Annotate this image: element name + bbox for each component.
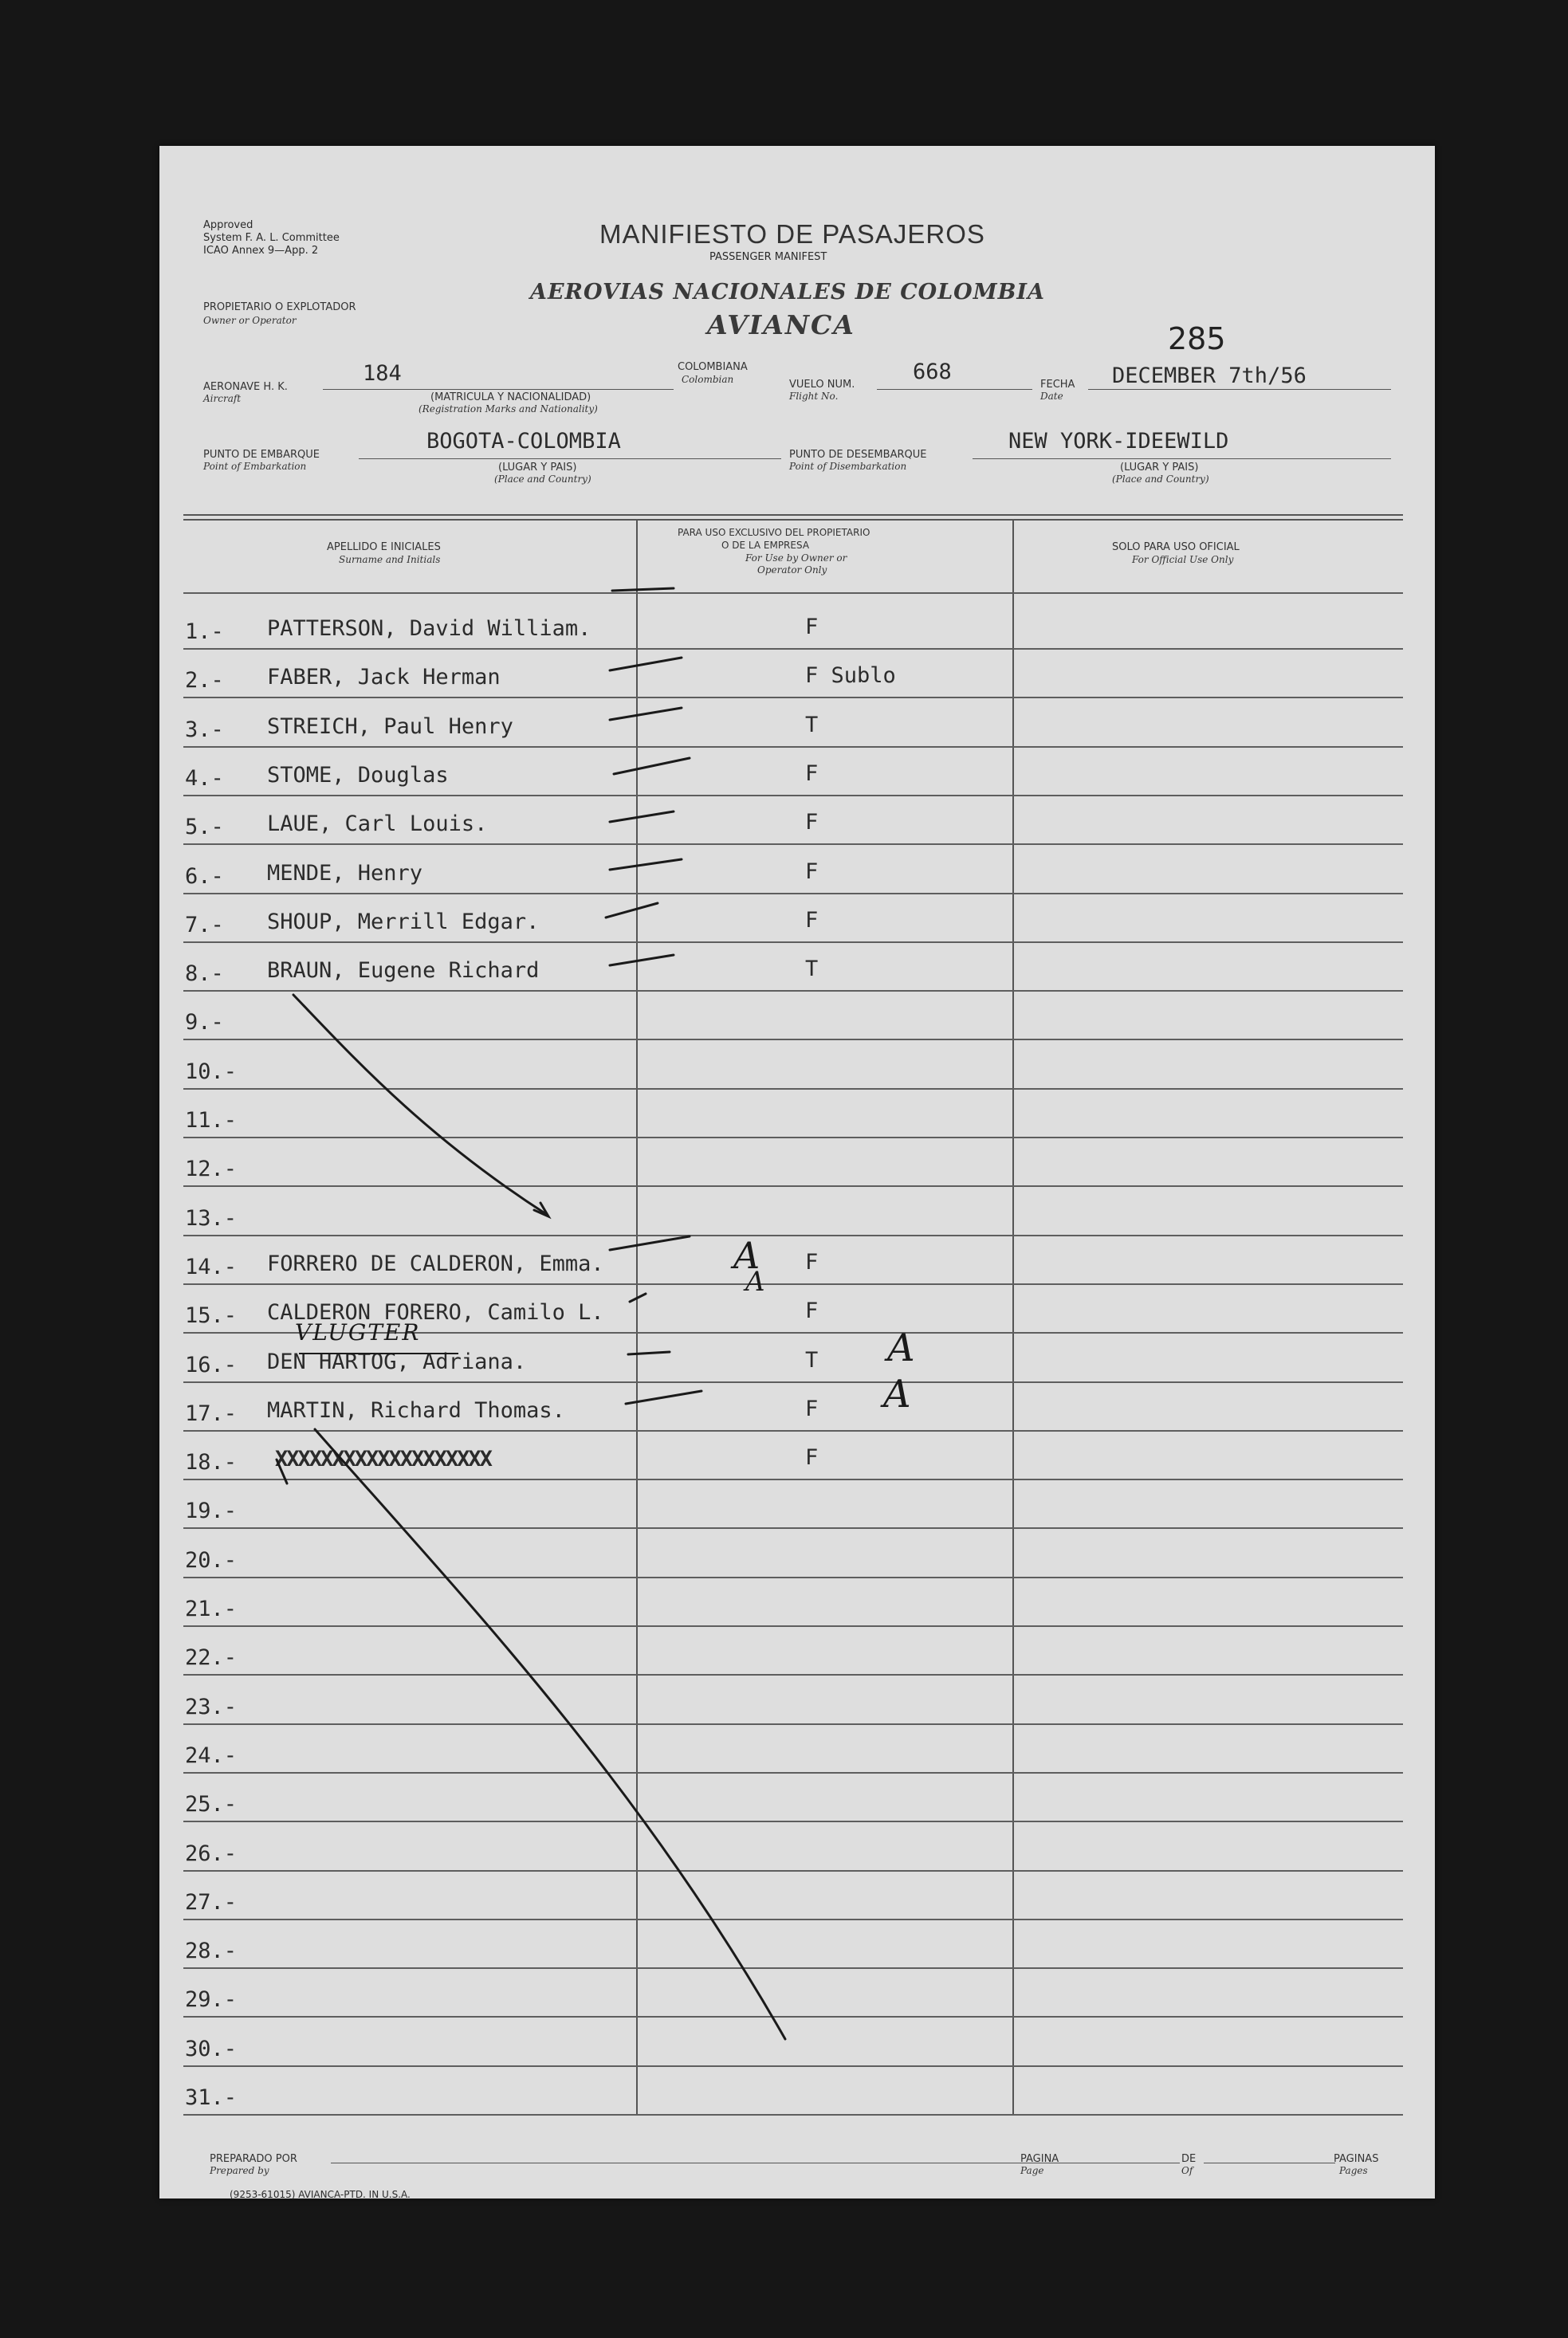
row-number: 14.- [185,1255,238,1279]
row-number: 12.- [185,1157,238,1181]
prepared-by-label-en: Prepared by [210,2165,269,2176]
form-title: MANIFIESTO DE PASAJEROS [599,219,985,249]
owner-code: F [805,761,819,786]
row-number: 18.- [185,1450,238,1475]
date-label: FECHA [1040,379,1075,391]
row-number: 16.- [185,1353,238,1377]
row-number: 19.- [185,1499,238,1523]
check-mark-stroke [606,903,658,918]
nationality-label-en: Colombian [682,374,734,385]
row-number: 8.- [185,961,224,986]
disembark-value: NEW YORK-IDEEWILD [1008,429,1229,454]
place-label-en: (Place and Country) [494,473,591,485]
owner-label: PROPIETARIO O EXPLOTADOR [203,301,356,313]
check-mark-stroke [610,811,674,822]
row-number: 5.- [185,815,224,839]
check-mark-stroke [610,1236,690,1250]
place2-label: (LUGAR Y PAIS) [1120,462,1199,473]
embark-value: BOGOTA-COLOMBIA [426,429,621,454]
col-official-header: SOLO PARA USO OFICIAL [1112,541,1240,553]
flight-label-en: Flight No. [789,391,839,402]
passenger-name: PATTERSON, David William. [267,616,591,641]
owner-code: F Sublo [805,663,896,688]
approval-line: Approved [203,219,253,231]
airline-name: AEROVIAS NACIONALES DE COLOMBIA [530,280,1045,305]
page-label-en: Page [1020,2165,1044,2176]
row-number: 17.- [185,1401,238,1426]
row-number: 30.- [185,2037,238,2061]
passenger-name: MENDE, Henry [267,861,423,886]
check-mark-stroke [610,955,674,965]
approval-line: System F. A. L. Committee [203,232,340,244]
vlugter-handwritten: VLUGTER [295,1319,421,1346]
check-mark-stroke [614,758,690,774]
place2-label-en: (Place and Country) [1112,473,1209,485]
owner-code: F [805,1299,819,1323]
passenger-name: MARTIN, Richard Thomas. [267,1398,565,1423]
pages-label: PAGINAS [1334,2153,1379,2165]
void-arrow-line [293,995,546,1214]
page-label: PAGINA [1020,2153,1059,2165]
row-number: 1.- [185,619,224,644]
of-label: DE [1181,2153,1197,2165]
passenger-name: STOME, Douglas [267,763,449,788]
embark-label-en: Point of Embarkation [203,461,307,472]
check-mark-stroke [628,1352,670,1354]
check-mark-stroke [612,588,674,591]
row-number: 28.- [185,1939,238,1963]
col-owner-header-2: O DE LA EMPRESA [721,540,810,551]
row-number: 13.- [185,1206,238,1231]
pages-label-en: Pages [1339,2165,1368,2176]
passenger-name: STREICH, Paul Henry [267,714,513,739]
initials-handwritten: A [733,1234,760,1277]
registration-label: (MATRICULA Y NACIONALIDAD) [430,391,591,403]
check-mark-stroke [610,708,682,720]
col-owner-header-en: For Use by Owner or [745,552,847,564]
passenger-name: XXXXXXXXXXXXXXXXXXX [275,1447,491,1472]
row-number: 26.- [185,1841,238,1866]
flight-value: 668 [913,360,952,384]
passenger-name: SHOUP, Merrill Edgar. [267,910,540,934]
owner-code: F [805,615,819,639]
check-mark-stroke [610,658,682,670]
row-number: 29.- [185,1987,238,2012]
passenger-name: FORRERO DE CALDERON, Emma. [267,1252,604,1276]
airline-brand: AVIANCA [707,309,855,340]
row-number: 24.- [185,1743,238,1768]
check-mark-stroke [626,1391,701,1404]
col-official-header-en: For Official Use Only [1132,554,1234,565]
place-label: (LUGAR Y PAIS) [498,462,577,473]
check-mark-stroke [610,859,682,870]
disembark-label-en: Point of Disembarkation [789,461,907,472]
owner-code: F [805,908,819,933]
row-number: 20.- [185,1548,238,1573]
aircraft-label: AERONAVE H. K. [203,381,288,393]
passenger-name: CALDERON FORERO, Camilo L. [267,1300,604,1325]
row-number: 7.- [185,913,224,937]
row-number: 15.- [185,1303,238,1328]
prepared-by-label: PREPARADO POR [210,2153,297,2165]
void-line [315,1429,785,2039]
passenger-name: LAUE, Carl Louis. [267,811,488,836]
form-subtitle: PASSENGER MANIFEST [709,251,827,263]
row-number: 27.- [185,1890,238,1915]
row-number: 25.- [185,1792,238,1817]
flight-label: VUELO NUM. [789,379,855,391]
owner-code: F [805,1250,819,1275]
passenger-name: DEN HARTOG, Adriana. [267,1350,527,1374]
printer-note: (9253-61015) AVIANCA-PTD. IN U.S.A. [230,2189,411,2200]
row-number: 3.- [185,717,224,742]
row-number: 11.- [185,1108,238,1133]
initials-handwritten: A [887,1326,915,1370]
disembark-label: PUNTO DE DESEMBARQUE [789,449,927,461]
row-number: 9.- [185,1010,224,1035]
initials-handwritten: A [745,1266,765,1298]
check-mark-stroke [630,1294,646,1302]
owner-code: F [805,810,819,835]
passenger-name: FABER, Jack Herman [267,665,501,690]
col-name-header: APELLIDO E INICIALES [327,541,441,553]
row-number: 22.- [185,1645,238,1670]
owner-code: F [805,859,819,884]
row-number: 10.- [185,1059,238,1084]
owner-code: T [805,957,819,981]
owner-code: F [805,1397,819,1421]
row-number: 21.- [185,1597,238,1621]
owner-label-en: Owner or Operator [203,315,297,326]
row-number: 31.- [185,2085,238,2110]
date-value: DECEMBER 7th/56 [1112,363,1307,388]
embark-label: PUNTO DE EMBARQUE [203,449,320,461]
initials-handwritten: A [883,1372,911,1417]
approval-line: ICAO Annex 9—App. 2 [203,245,319,257]
col-owner-header: PARA USO EXCLUSIVO DEL PROPIETARIO [678,527,870,538]
aircraft-label-en: Aircraft [203,393,242,404]
passenger-name: BRAUN, Eugene Richard [267,958,540,983]
manifest-sheet [159,146,1435,2199]
row-number: 2.- [185,668,224,693]
date-label-en: Date [1040,391,1063,402]
nationality-label: COLOMBIANA [678,361,748,373]
row-number: 23.- [185,1695,238,1719]
of-label-en: Of [1181,2165,1193,2176]
col-owner-header-en-2: Operator Only [757,564,827,576]
owner-code: T [805,1348,819,1373]
owner-code: T [805,713,819,737]
row-number: 4.- [185,766,224,791]
row-number: 6.- [185,864,224,889]
handwriting-overlay [159,146,1435,2199]
col-name-header-en: Surname and Initials [339,554,441,565]
page-stamp: 285 [1168,321,1226,356]
owner-code: F [805,1445,819,1470]
registration-label-en: (Registration Marks and Nationality) [419,403,598,415]
strike-stroke [277,1460,287,1483]
aircraft-value: 184 [363,361,402,386]
